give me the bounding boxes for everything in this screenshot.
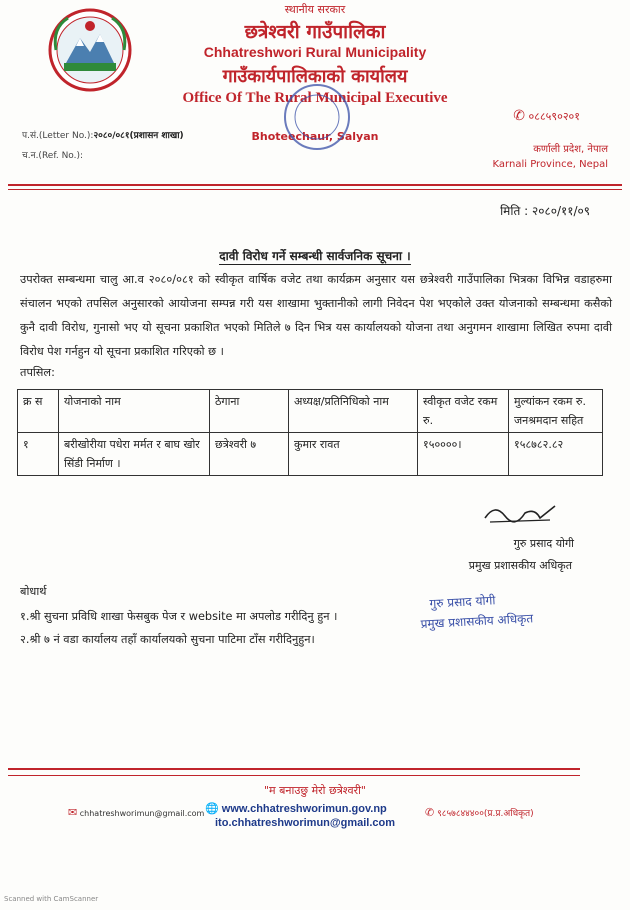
table-cell: बरीखोरीया पधेरा मर्मत र बाघ खोर सिंडी निर्माण । <box>59 433 210 476</box>
province: कर्णाली प्रदेश, नेपाल Karnali Province, Nepal <box>492 144 608 170</box>
list-item: २.श्री ७ नं वडा कार्यालय तहाँ कार्यालयको सुचना पाटिमा टाँस गरीदिनुहुन। <box>20 633 315 646</box>
table-header: योजनाको नाम <box>59 390 210 433</box>
footer-phone: ✆ ९८५७८४४४००(प्र.प्र.अधिकृत) <box>425 806 534 819</box>
local-government-label: स्थानीय सरकार <box>284 3 346 16</box>
footer-website[interactable]: 🌐 www.chhatreshworimun.gov.np <box>205 803 387 815</box>
municipality-name-en: Chhatreshwori Rural Municipality <box>203 44 427 60</box>
office-address: Bhoteechaur, Salyan <box>251 130 379 143</box>
office-name-np: गाउँकार्यपालिकाको कार्यालय <box>222 66 408 87</box>
table-header: अध्यक्ष/प्रतिनिधिको नाम <box>289 390 418 433</box>
letter-number: प.सं.(Letter No.):२०८०/०८१(प्रशासन शाखा) <box>22 131 184 141</box>
office-name-en: Office Of The Rural Municipal Executive <box>182 90 448 106</box>
table-cell: कुमार रावत <box>289 433 418 476</box>
notice-title: दावी विरोध गर्ने सम्बन्धी सार्वजनिक सूचना । <box>219 249 411 263</box>
table-row <box>18 433 603 476</box>
signatory-title: प्रमुख प्रशासकीय अधिकृत <box>468 559 572 572</box>
table-cell: १५८७८२.८२ <box>509 433 603 476</box>
office-phone: ✆ ०८८५९०२०१ <box>513 108 580 124</box>
notice-date: मिति : २०८०/११/०९ <box>500 204 590 218</box>
table-header: ठेगाना <box>210 390 289 433</box>
table-header-row <box>18 390 603 433</box>
table-cell: १ <box>18 433 59 476</box>
bodharth-label: बोधार्थ <box>20 585 47 598</box>
office-stamp <box>282 82 352 152</box>
officer-stamp: गुरु प्रसाद योगी प्रमुख प्रशासकीय अधिकृत <box>420 593 534 632</box>
footer-email[interactable]: ✉ chhatreshworimun@gmail.com <box>68 806 205 819</box>
municipality-name-np: छत्रेश्वरी गाउँपालिका <box>244 21 386 43</box>
phone-icon: ✆ <box>513 108 526 124</box>
mail-icon: ✉ <box>68 806 78 819</box>
scanner-watermark: Scanned with CamScanner <box>4 895 99 903</box>
signature-image <box>480 498 560 528</box>
footer-divider <box>8 768 580 770</box>
list-item: १.श्री सुचना प्रविधि शाखा फेसबुक पेज र website मा अपलोड गरीदिनु हुन । <box>20 610 338 623</box>
bodharth-section <box>20 580 337 651</box>
table-header: क्र स <box>18 390 59 433</box>
footer-email-ito[interactable]: ito.chhatreshworimun@gmail.com <box>215 817 396 829</box>
header-divider <box>8 184 622 186</box>
phone-icon: ✆ <box>425 806 435 819</box>
table-header: मुल्यांकन रकम रु. जनश्रमदान सहित <box>509 390 603 433</box>
table-cell: १५००००। <box>418 433 509 476</box>
tapsil-label: तपसिल: <box>20 366 55 379</box>
ref-number: च.न.(Ref. No.): <box>22 151 84 161</box>
globe-icon: 🌐 <box>205 803 219 815</box>
table-header: स्वीकृत वजेट रकम रु. <box>418 390 509 433</box>
footer-divider-thin <box>8 775 580 776</box>
header-divider-thin <box>8 189 622 190</box>
project-table <box>17 389 603 476</box>
table-cell: छत्रेश्वरी ७ <box>210 433 289 476</box>
notice-body: उपरोक्त सम्बन्धमा चालु आ.व २०८०/०८१ को स्वीकृत वार्षिक वजेट तथा कार्यक्रम अनुसार यस छत्रेश्वरी गाउँपालिका भित्रका विभिन्न वडाहरुमा संचालन भएको तपसिल अनुसारको आयोजना सम्पन्न गरी यस शाखामा भुक्तानीको लागी निवेदन पेश भएकोले उक्त योजनाको सम्बन्धमा कसैको कुनै दावी विरोध, गुनासो भए यो सूचना प्रकाशित भएको मितिले ७ दिन भित्र यस कार्यालयको योजना तथा अनुगमन शाखामा लिखित रुपमा दावी विरोध पेश गर्नहुन यो सूचना प्रकाशित गरिएको छ । <box>20 273 612 358</box>
footer-slogan: "म बनाउछु मेरो छत्रेश्वरी" <box>263 784 366 797</box>
signatory-name: गुरु प्रसाद योगी <box>513 537 574 550</box>
